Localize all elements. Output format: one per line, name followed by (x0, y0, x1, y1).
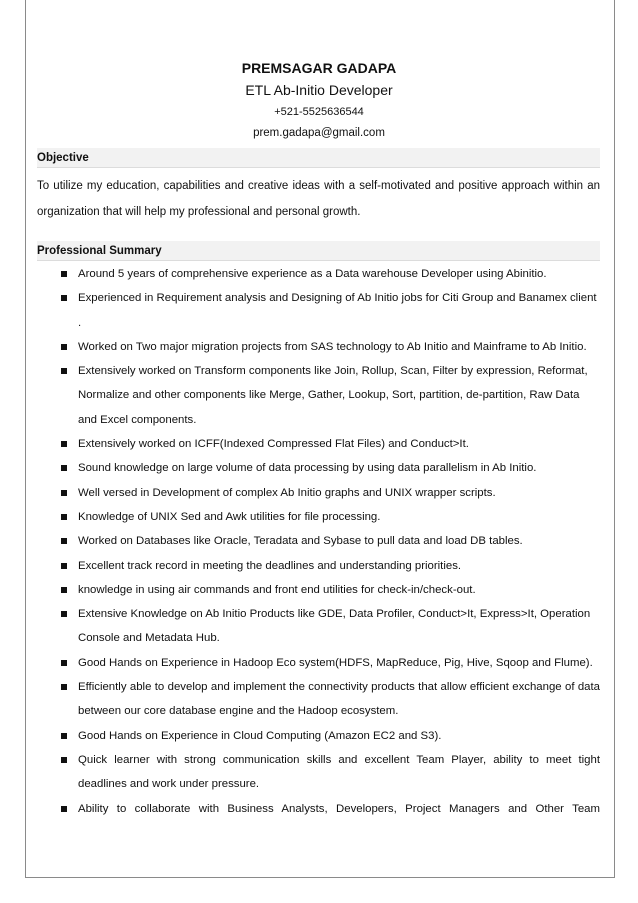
summary-list (0, 262, 638, 821)
bullet-icon (61, 611, 67, 617)
bullet-icon (61, 490, 67, 496)
phone-number: +521-5525636544 (274, 106, 364, 118)
list-item: Experienced in Requirement analysis and Designing of Ab Initio jobs for Citi Group and Banamex client . (78, 286, 600, 335)
list-item: Ability to collaborate with Business Analysts, Developers, Project Managers and Other Team (78, 797, 600, 821)
list-item: Worked on Databases like Oracle, Teradata and Sybase to pull data and load DB tables. (78, 529, 600, 553)
bullet-icon (61, 587, 67, 593)
bullet-icon (61, 514, 67, 520)
list-item: knowledge in using air commands and front end utilities for check-in/check-out. (78, 578, 600, 602)
bullet-icon (61, 368, 67, 374)
objective-heading: Objective (37, 148, 600, 168)
list-item: Extensively worked on ICFF(Indexed Compressed Flat Files) and Conduct>It. (78, 432, 600, 456)
list-item: Around 5 years of comprehensive experience as a Data warehouse Developer using Abinitio. (78, 262, 600, 286)
bullet-icon (61, 563, 67, 569)
list-item: Good Hands on Experience in Cloud Computing (Amazon EC2 and S3). (78, 724, 600, 748)
bullet-icon (61, 441, 67, 447)
list-item: Extensively worked on Transform components like Join, Rollup, Scan, Filter by expression, Reformat, Normalize and other components like Merge, Gather, Lookup, Sort, partition, de-partition, Raw Data and Excel components. (78, 359, 600, 432)
bullet-icon (61, 733, 67, 739)
list-item: Extensive Knowledge on Ab Initio Products like GDE, Data Profiler, Conduct>It, Express>It, Operation Console and Metadata Hub. (78, 602, 600, 651)
list-item: Sound knowledge on large volume of data processing by using data parallelism in Ab Initio. (78, 456, 600, 480)
list-item: Good Hands on Experience in Hadoop Eco system(HDFS, MapReduce, Pig, Hive, Sqoop and Flume). (78, 651, 600, 675)
list-item: Worked on Two major migration projects from SAS technology to Ab Initio and Mainframe to Ab Initio. (78, 335, 600, 359)
list-item: Efficiently able to develop and implement the connectivity products that allow efficient exchange of data between our core database engine and the Hadoop ecosystem. (78, 675, 600, 724)
list-item: Knowledge of UNIX Sed and Awk utilities for file processing. (78, 505, 600, 529)
bullet-icon (61, 660, 67, 666)
bullet-icon (61, 465, 67, 471)
bullet-icon (61, 757, 67, 763)
candidate-name: PREMSAGAR GADAPA (241, 60, 397, 76)
email-address: prem.gadapa@gmail.com (253, 127, 385, 139)
objective-text: To utilize my education, capabilities and creative ideas with a self-motivated and positive approach within an organization that will help my professional and personal growth. (37, 180, 600, 218)
bullet-icon (61, 806, 67, 812)
list-item: Quick learner with strong communication skills and excellent Team Player, ability to meet tight deadlines and work under pressure. (78, 748, 600, 797)
summary-heading: Professional Summary (37, 241, 600, 261)
list-item: Excellent track record in meeting the deadlines and understanding priorities. (78, 554, 600, 578)
bullet-icon (61, 538, 67, 544)
bullet-icon (61, 684, 67, 690)
bullet-icon (61, 344, 67, 350)
bullet-icon (61, 271, 67, 277)
job-title: ETL Ab-Initio Developer (245, 82, 393, 98)
bullet-icon (61, 295, 67, 301)
list-item: Well versed in Development of complex Ab Initio graphs and UNIX wrapper scripts. (78, 481, 600, 505)
